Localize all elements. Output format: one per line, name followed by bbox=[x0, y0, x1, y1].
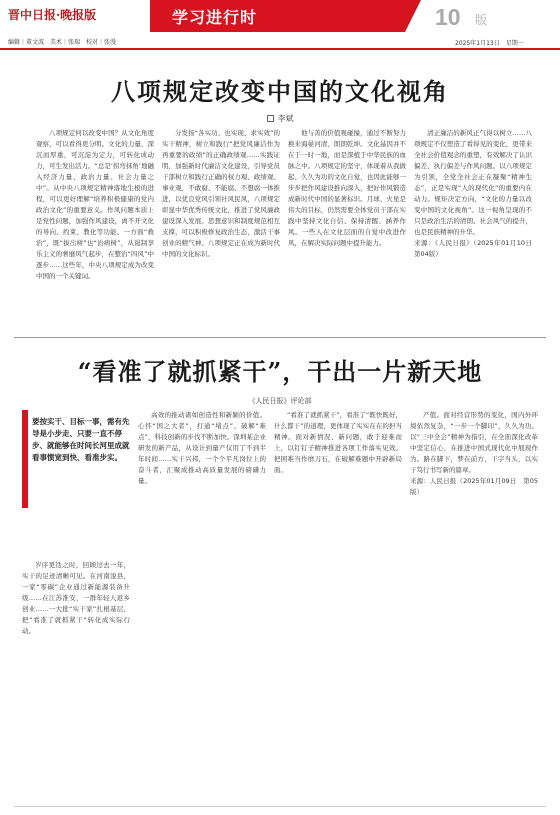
article1-column-1 bbox=[36, 128, 154, 333]
article2-col2-text: 高效的推动诸如创造性和新颖的价值。心怀“国之大者”，打通“堵点”、破解“难点”，科技创新的步伐不断加快。深圳某企业研发的新产品，从设计到量产仅用了不到半年时间……实干兴邦，一个个平凡岗位上的奋斗者，汇聚成推动高质量发展的磅礴力量。 bbox=[138, 411, 266, 485]
article1-col1-text: 八项规定何以改变中国？从文化角度观察，可以看得更分明。文化的力量，深沉而厚重，可沉淀为定力，可转化成动力，可生发出活力。“总是‘拐弯抹角’地融入经济力量、政治力量、社会力量之中”。从中央八项规定精神落地生根的进程，可以更好理解“培养积极健康的党内政治文化”的重要意义。作风问题本质上是党性问题，加强作风建设，离不开文化的导向、约束、教化等功能。一方面“救治”，既“拔出树”也“治病树”，从遏制享乐主义的奢靡风气起步，在整治“四风”中逐步……这些年，中央八项规定成为改变中国的一个关键词。 bbox=[36, 129, 154, 280]
author-name: 李斌 bbox=[277, 114, 294, 123]
article2-source-tag: 《人民日报》评论部 bbox=[248, 397, 312, 405]
editors-line: 编辑｜董文波 美术｜张瑞 校对｜张漫 bbox=[8, 39, 117, 46]
article2-col1-text: 岁序更迭之时，回顾过去一年，实干的足迹清晰可见。在河南浚县，一家“零碳”企业通过新能源装备升级……在江苏淮安，一群年轻人返乡创业……一大批“实干家”扎根基层，把“看准了就抓紧干”转化成实际行动。 bbox=[22, 561, 130, 635]
section-banner bbox=[150, 0, 405, 32]
article1-col2-text: 分发扬“各实功、也实现、求实效”的实干精神，树立和践行“把党风廉洁作为再重要的政绩”的正确政绩观……实践证明，加强新时代廉洁文化建设，引导党员干部树立和践行正确的权力观、政绩观、事业观，不敢腐、不能腐、不想腐一体推进，以优良党风引领社风民风，八项规定彰显中华优秀传统文化，推进了党风廉政建设深入发展。思想意识和制度规范相互支撑，可以积极修复政治生态，激活干事创业的精气神。八项规定正在成为新时代中国的文化标识。 bbox=[162, 129, 280, 258]
author-marker-icon bbox=[267, 115, 274, 122]
article2-column-3 bbox=[274, 410, 402, 800]
article2-column-2 bbox=[138, 410, 266, 800]
article1-col3-text: 他与善的价值观碰撞，通过不断努力换来海晏河清、朗朗乾坤。文化基因并不在于一时一地，而是深植于中华民族的血脉之中。八项规定的坚守，体现着从我做起、久久为功的文化自觉，也因此能够一步步把作风建设推向深入，把好作风锻造成新时代中国的显著标识。月球、火星是伟大的目标，仍然需要全体党员干部在实践中坚持文化自信、保持清醒、涵养作风。一些人在文化层面的自觉中改进作风，在解决实际问题中提升能力。 bbox=[288, 129, 406, 247]
section-title: 学习进行时 bbox=[172, 8, 258, 27]
article2-title: “看准了就抓紧干”，干出一片新天地 bbox=[77, 357, 483, 386]
article2-col4-text: 产值。面对经营形势的变化，国内外环境依然复杂，“一步一个脚印”，久久为功。以“三中全会”精神为指引，在全面深化改革中坚定信心，在推进中国式现代化中展现作为。路在脚下，梦在前方，干字当头，以实干笃行书写新的篇章。 bbox=[410, 411, 538, 474]
article2-column-1 bbox=[22, 560, 130, 800]
page-bottom-rule bbox=[14, 806, 546, 807]
article1-column-3 bbox=[288, 128, 406, 333]
article1-col4-text: 清正廉洁的新风正气得以树立……八项规定不仅塑造了看得见的变化，更带来全社会价值观念的重塑，有效解决了认识偏差、执行偏差与作风问题。以八项规定为引领，全党全社会正在凝聚“精神生态”，正是实现“人的现代化”的重要内在动力。规矩决定方向，“文化的力量以改变中国的文化视角”。这一视角呈现的不只是政治生活的清朗、社会风气的提升，也是民族精神的升华。 bbox=[414, 129, 532, 236]
article1-column-4 bbox=[414, 128, 539, 333]
section-divider bbox=[14, 337, 546, 338]
article2-col3-text: “看准了就抓紧干”，看准了“既快既好，什么都干”的道理，更体现了实实在在的担当精神。面对新情况、新问题，敢于迎难而上，以钉钉子精神推进各项工作落实见效。把困难当作磨刀石，在破解难题中开辟新局面。 bbox=[274, 411, 402, 474]
article1-title: 八项规定改变中国的文化视角 bbox=[111, 77, 449, 106]
article2-column-4 bbox=[410, 410, 538, 800]
article1-author bbox=[0, 113, 560, 124]
pull-quote-text: 要按实干、目标一事，需有先导是小步走、只要一直不停步、就能够在时间长河里成就看事惯宽到快、看准步实。 bbox=[32, 417, 130, 462]
page-number-suffix: 版 bbox=[475, 13, 488, 27]
page-header bbox=[0, 0, 560, 49]
pull-quote bbox=[22, 410, 130, 560]
article2-source: 来源：人民日报（2025年01月09日 第05版） bbox=[410, 477, 538, 496]
page-number: 10 bbox=[435, 4, 461, 30]
newspaper-masthead: 晋中日报·晚报版 bbox=[8, 8, 97, 22]
article1-column-2 bbox=[162, 128, 280, 333]
header-rule bbox=[0, 48, 560, 50]
pull-quote-bar bbox=[22, 410, 28, 508]
article1-source: 来源：《人民日报》（2025年01月10日 第04版） bbox=[414, 239, 539, 258]
issue-date: 2025年1月13日 星期一 bbox=[455, 40, 524, 47]
